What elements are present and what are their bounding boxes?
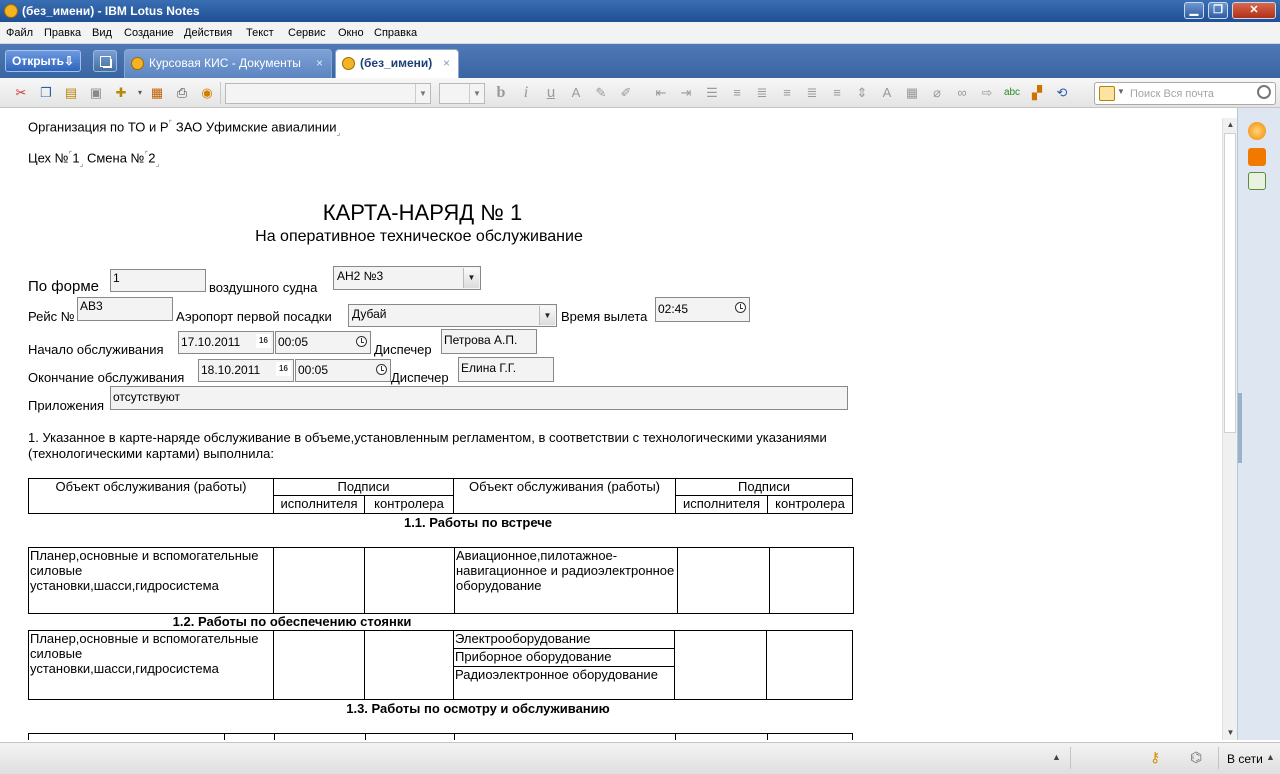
- clock-icon[interactable]: [356, 336, 367, 347]
- clock-icon[interactable]: [376, 364, 387, 375]
- status-separator: [1218, 747, 1219, 769]
- status-separator: [1070, 747, 1071, 769]
- nachalo-date-value: 17.10.2011: [181, 335, 241, 349]
- menu-actions[interactable]: Действия: [184, 27, 233, 39]
- dispatcher1-input[interactable]: Петрова А.П.: [441, 329, 537, 354]
- vremya-value: 02:45: [658, 302, 689, 316]
- paste-icon[interactable]: ▤: [64, 85, 78, 100]
- okonchanie-date-input[interactable]: [198, 359, 294, 382]
- section-1-heading: 1.1. Работы по встрече: [403, 515, 553, 530]
- right-sidebar: [1237, 108, 1280, 740]
- numbered-list-icon[interactable]: ≡: [733, 85, 741, 100]
- table-cell-planer: Планер,основные и вспомогательные силовые установки,шасси,гидросистема: [29, 631, 274, 700]
- underline-icon[interactable]: u: [546, 84, 556, 101]
- maximize-button[interactable]: ❐: [1208, 2, 1228, 19]
- vremya-input[interactable]: [655, 297, 750, 322]
- table-cell-sign[interactable]: [365, 631, 454, 700]
- open-arrow-icon: ⇩: [63, 54, 74, 68]
- save-icon[interactable]: ▦: [150, 85, 164, 100]
- header-ispoln-2: исполнителя: [676, 496, 768, 514]
- spell-check-icon[interactable]: abc: [1003, 87, 1021, 98]
- vremya-label: Время вылета: [561, 309, 648, 324]
- header-object-2: Объект обслуживания (работы): [454, 479, 676, 514]
- po-forme-input[interactable]: 1: [110, 269, 206, 292]
- smena-label: Смена №: [86, 150, 145, 166]
- styles-icon[interactable]: A: [882, 85, 892, 100]
- table-cell-pribor: Приборное оборудование: [454, 649, 675, 667]
- org-label: Организация по ТО и Р: [28, 119, 169, 135]
- text-color-icon[interactable]: A: [571, 85, 581, 100]
- italic-icon[interactable]: i: [523, 84, 529, 101]
- table-cell-planer: Планер,основные и вспомогательные силовые установки,шасси,гидросистема: [29, 548, 274, 614]
- outdent-icon[interactable]: ⇤: [655, 85, 667, 100]
- paragraph-1: 1. Указанное в карте-наряде обслуживание в объеме,установленным регламентом, в соответствии с технологическими указаниями (технологическими картами) выполнила:: [28, 430, 827, 461]
- table-cell-sign[interactable]: [675, 631, 767, 700]
- calendar-icon[interactable]: 16: [276, 362, 291, 376]
- close-window-button[interactable]: ✕: [1232, 2, 1276, 19]
- calendar-day-icon[interactable]: [1248, 172, 1266, 190]
- bullet-list-icon[interactable]: ☰: [706, 85, 718, 100]
- status-icon[interactable]: ◉: [201, 85, 213, 100]
- location-icon[interactable]: ⌬: [1190, 749, 1203, 765]
- status-bar: [0, 742, 1280, 774]
- sidebar-resize-handle[interactable]: [1238, 393, 1242, 463]
- table-cell-sign[interactable]: [274, 548, 365, 614]
- prilozheniya-input[interactable]: отсутствуют: [110, 386, 848, 410]
- align-left-icon[interactable]: ≣: [756, 85, 768, 100]
- po-forme-label: По форме: [28, 278, 99, 295]
- menu-create[interactable]: Создание: [124, 27, 174, 39]
- table-cell-radio: Радиоэлектронное оборудование: [454, 667, 675, 700]
- highlight-color-icon[interactable]: ✐: [620, 85, 632, 100]
- nachalo-label: Начало обслуживания: [28, 342, 164, 357]
- window-title: (без_имени) - IBM Lotus Notes: [22, 4, 200, 18]
- table-cell-sign[interactable]: [274, 631, 365, 700]
- toolbar: [0, 78, 1280, 108]
- section-3-heading: 1.3. Работы по осмотру и обслуживанию: [346, 701, 610, 716]
- vertical-scrollbar[interactable]: [1222, 118, 1237, 740]
- insert-icon[interactable]: ⇨: [981, 85, 993, 100]
- vozd-sudna-label: воздушного судна: [209, 280, 318, 295]
- cut-icon[interactable]: ✂: [15, 85, 27, 100]
- font-size-combo[interactable]: [439, 83, 485, 104]
- scroll-down-icon[interactable]: ▼: [1226, 728, 1235, 737]
- menu-help[interactable]: Справка: [374, 27, 418, 39]
- table-cell-elektro: Электрооборудование: [454, 631, 675, 649]
- document-icon: [342, 57, 355, 70]
- dispatcher2-input[interactable]: Елина Г.Г.: [458, 357, 554, 382]
- vozd-sudna-value: АН2 №3: [337, 269, 384, 283]
- search-placeholder: Поиск Вся почта: [1130, 88, 1214, 100]
- ceh-value[interactable]: 1: [72, 150, 80, 166]
- print-icon[interactable]: ⎙: [176, 85, 188, 100]
- highlight-icon[interactable]: ✎: [595, 85, 607, 100]
- properties-icon[interactable]: ▞: [1032, 85, 1042, 100]
- search-icon[interactable]: [1257, 85, 1271, 99]
- clock-icon[interactable]: [735, 302, 746, 313]
- okonchanie-time-input[interactable]: [295, 359, 391, 382]
- refresh-icon[interactable]: ⟲: [1056, 85, 1068, 100]
- sametime-icon[interactable]: [1248, 122, 1266, 140]
- menu-view[interactable]: Вид: [92, 27, 112, 39]
- table-cell-sign[interactable]: [365, 548, 455, 614]
- link-icon[interactable]: ∞: [957, 85, 967, 100]
- table-cell-sign[interactable]: [767, 631, 853, 700]
- status-scroll-up-icon[interactable]: ▲: [1052, 752, 1061, 762]
- airport-value: Дубай: [352, 307, 387, 321]
- menu-window[interactable]: Окно: [338, 27, 364, 39]
- calendar-icon[interactable]: 16: [256, 334, 271, 348]
- style-combo[interactable]: [225, 83, 431, 104]
- ceh-line: Цех $№^⌜1_⌟$ Смена $№^⌜2_⌟$: [28, 150, 160, 168]
- section-2-table: [28, 630, 853, 700]
- header-podpisi-1: Подписи: [274, 479, 454, 496]
- new-dropdown-icon[interactable]: ▾: [137, 88, 142, 97]
- header-kontrol-1: контролера: [365, 496, 454, 514]
- menu-tools[interactable]: Сервис: [288, 27, 326, 39]
- online-status[interactable]: В сети: [1227, 752, 1263, 766]
- table-cell-sign[interactable]: [770, 548, 854, 614]
- ceh-label: Цех №: [28, 150, 69, 166]
- bold-icon[interactable]: b: [496, 84, 506, 101]
- align-justify-icon[interactable]: ≡: [833, 85, 841, 100]
- header-podpisi-2: Подписи: [676, 479, 853, 496]
- open-button-label: Открыть: [12, 54, 65, 68]
- tab-bar: [0, 44, 1280, 78]
- header-object-1: Объект обслуживания (работы): [29, 479, 274, 514]
- dispatcher2-label: Диспечер: [391, 370, 449, 385]
- airport-select[interactable]: [348, 304, 557, 327]
- section-3-table: [28, 733, 853, 740]
- copy-icon[interactable]: ❐: [40, 85, 52, 100]
- align-right-icon[interactable]: ≣: [806, 85, 818, 100]
- table-cell-avionika: Авиационное,пилотажное-навигационное и радиоэлектронное оборудование: [455, 548, 678, 614]
- okonchanie-label: Окончание обслуживания: [28, 370, 185, 385]
- dispatcher1-label: Диспечер: [374, 342, 432, 357]
- page-title: КАРТА-НАРЯД № 1: [322, 200, 523, 225]
- chevron-down-icon: ▼: [469, 84, 484, 103]
- document-area: [0, 108, 1222, 740]
- tab-label: Курсовая КИС - Документы: [149, 56, 301, 70]
- airport-label: Аэропорт первой посадки: [176, 309, 332, 324]
- reys-label: Рейс №: [28, 309, 75, 324]
- table-icon[interactable]: ▦: [905, 85, 919, 100]
- menu-bar: [0, 22, 1280, 44]
- minimize-button[interactable]: ▁: [1184, 2, 1204, 19]
- header-kontrol-2: контролера: [768, 496, 853, 514]
- header-ispoln-1: исполнителя: [274, 496, 365, 514]
- chevron-down-icon: ▼: [463, 268, 479, 288]
- okonchanie-time-value: 00:05: [298, 363, 329, 377]
- nachalo-date-input[interactable]: [178, 331, 274, 354]
- align-center-icon[interactable]: ≡: [783, 85, 791, 100]
- open-button[interactable]: [5, 50, 81, 72]
- page-subtitle: На оперативное техническое обслуживание: [255, 228, 583, 245]
- tab-bez-imeni[interactable]: [335, 49, 459, 78]
- section-2-heading: 1.2. Работы по обеспечению стоянки: [172, 614, 412, 629]
- tab-kursovaya-kis[interactable]: [124, 49, 332, 78]
- indent-icon[interactable]: ⇥: [680, 85, 692, 100]
- org-line: Организация по ТО и Р⌜ ЗАО Уфимские авиалинии$_⌟$: [28, 119, 341, 137]
- search-box[interactable]: [1094, 82, 1276, 105]
- database-icon: [131, 57, 144, 70]
- smena-value[interactable]: 2: [148, 150, 156, 166]
- reys-input[interactable]: АВ3: [77, 297, 173, 321]
- rss-feed-icon[interactable]: [1248, 148, 1266, 166]
- close-tab-icon[interactable]: ×: [442, 56, 450, 70]
- scroll-thumb[interactable]: [1224, 133, 1236, 433]
- toolbar-separator: [220, 82, 221, 104]
- paste-special-icon[interactable]: ▣: [89, 85, 103, 100]
- nachalo-time-value: 00:05: [278, 335, 309, 349]
- menu-text[interactable]: Текст: [246, 27, 274, 39]
- chevron-down-icon: ▼: [415, 84, 430, 103]
- menu-file[interactable]: Файл: [6, 27, 34, 39]
- online-status-dropdown-icon[interactable]: ▲: [1266, 752, 1275, 762]
- work-table-header: [28, 478, 853, 514]
- mail-search-icon: [1099, 86, 1115, 101]
- vozd-sudna-select[interactable]: [333, 266, 481, 290]
- tab-label: (без_имени): [360, 56, 433, 70]
- okonchanie-date-value: 18.10.2011: [201, 363, 261, 377]
- prilozheniya-label: Приложения: [28, 398, 105, 413]
- org-name[interactable]: ЗАО Уфимские авиалинии: [175, 119, 337, 135]
- section-1-table: [28, 547, 854, 614]
- window-switch-button[interactable]: [93, 50, 117, 72]
- nachalo-time-input[interactable]: [275, 331, 371, 354]
- new-icon[interactable]: ✚: [115, 85, 127, 100]
- chevron-down-icon[interactable]: ▼: [1117, 87, 1125, 96]
- key-icon[interactable]: ⚷: [1150, 749, 1161, 765]
- lotus-notes-icon: [4, 4, 18, 18]
- attach-icon[interactable]: ⌀: [933, 85, 941, 100]
- table-cell-sign[interactable]: [678, 548, 770, 614]
- title-bar: [0, 0, 1280, 22]
- close-tab-icon[interactable]: ×: [315, 56, 323, 70]
- scroll-up-icon[interactable]: ▲: [1226, 120, 1235, 129]
- chevron-down-icon: ▼: [539, 306, 555, 325]
- menu-edit[interactable]: Правка: [44, 27, 82, 39]
- spacing-icon[interactable]: ⇕: [856, 85, 868, 100]
